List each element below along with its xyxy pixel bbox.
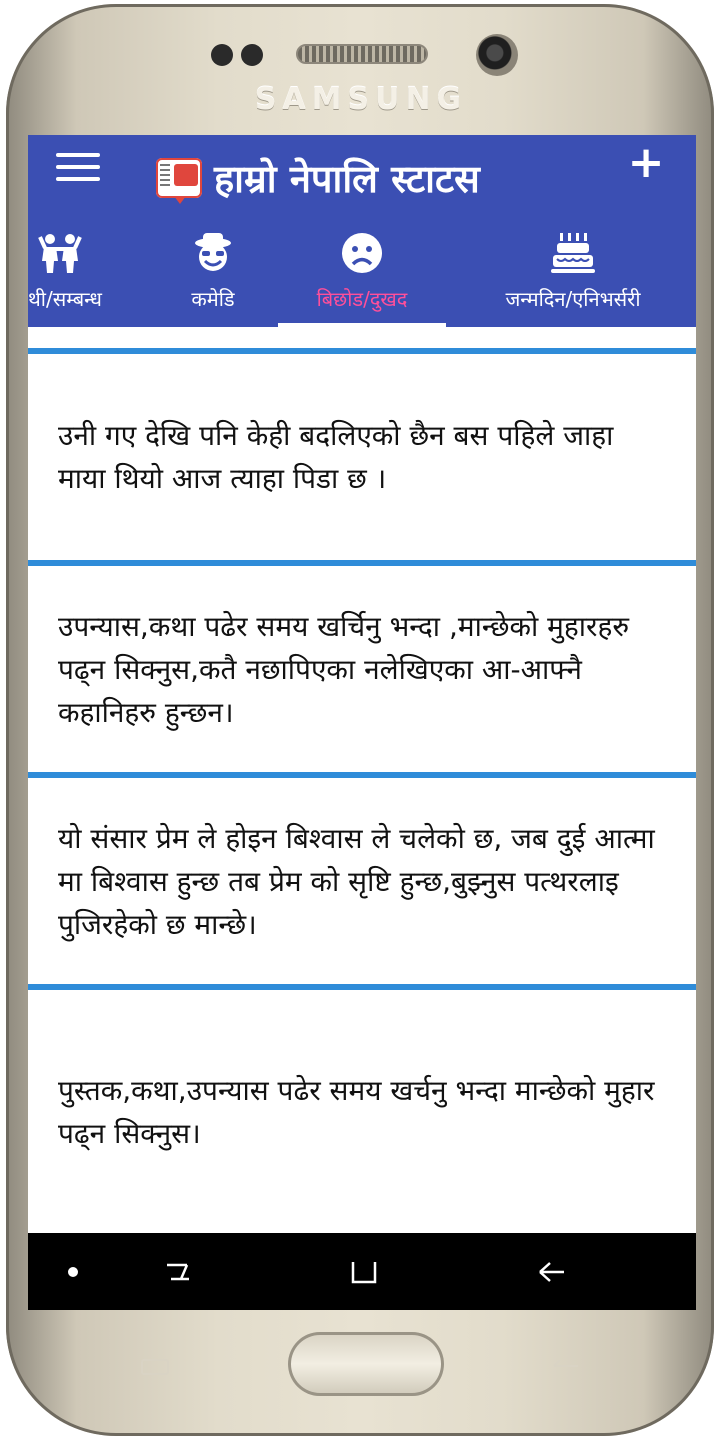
hardware-back-key[interactable] [546,1354,586,1378]
sad-face-icon [338,231,386,275]
status-card[interactable] [28,354,696,560]
app-title-group [156,153,480,203]
app-logo-icon [156,158,202,198]
status-text: यो संसार प्रेम ले होइन बिश्वास ले चलेको छ, जब दुई आत्मा मा बिश्वास हुन्छ तब प्रेम को सृष्टि हुन्छ,बुझ्नुस पत्थरलाइ पुजिरहेको छ मान्छे। [58,821,655,941]
status-card[interactable] [28,990,696,1233]
tab-birthday-anniversary[interactable] [458,227,688,327]
sensor-dot [241,44,263,66]
status-text: पुस्तक,कथा,उपन्यास पढेर समय खर्चनु भन्दा मान्छेको मुहार पढ्न सिक्नुस। [58,1073,655,1150]
birthday-cake-icon [549,231,597,275]
status-card[interactable] [28,778,696,984]
tab-label: जन्मदिन/एनिभर्सरी [505,287,641,311]
status-card[interactable] [28,566,696,772]
front-camera [476,34,518,76]
device-brand: SAMSUNG [254,82,468,117]
recents-icon[interactable] [138,1233,218,1310]
dot-icon[interactable] [33,1233,113,1310]
status-text: उपन्यास,कथा पढेर समय खर्चिनु भन्दा ,मान्छेको मुहारहरु पढ्न सिक्नुस,कतै नछापिएका नलेखिएका आ-आफ्नै कहानिहरु हुन्छन। [58,609,630,729]
tab-comedy[interactable] [158,227,268,327]
friends-icon [36,231,84,275]
hardware-recents-key[interactable] [136,1354,176,1378]
add-icon[interactable]: + [627,137,665,188]
hardware-home-button[interactable] [288,1332,444,1396]
tab-breakup-sad[interactable] [278,227,446,327]
tab-relationship[interactable] [28,227,138,327]
active-tab-indicator [278,323,446,327]
tab-label: कमेडि [191,287,235,311]
tab-label: थी/सम्बन्ध [28,287,102,311]
app-bar [28,135,696,327]
sensor-dot [211,44,233,66]
app-screen [28,135,696,1310]
menu-icon[interactable] [56,153,100,187]
system-navigation-bar [28,1233,696,1310]
app-title: हाम्रो नेपालि स्टाटस [214,157,480,201]
earpiece-speaker [296,44,428,64]
status-text: उनी गए देखि पनि केही बदलिएको छैन बस पहिले जाहा माया थियो आज त्याहा पिडा छ । [58,419,614,495]
sensor-dots [211,44,267,66]
back-arrow-icon[interactable] [512,1233,592,1310]
category-tabs [28,227,696,327]
home-square-icon[interactable] [324,1233,404,1310]
tab-label: बिछोड/दुखद [316,287,408,311]
comedy-face-icon [189,231,237,275]
